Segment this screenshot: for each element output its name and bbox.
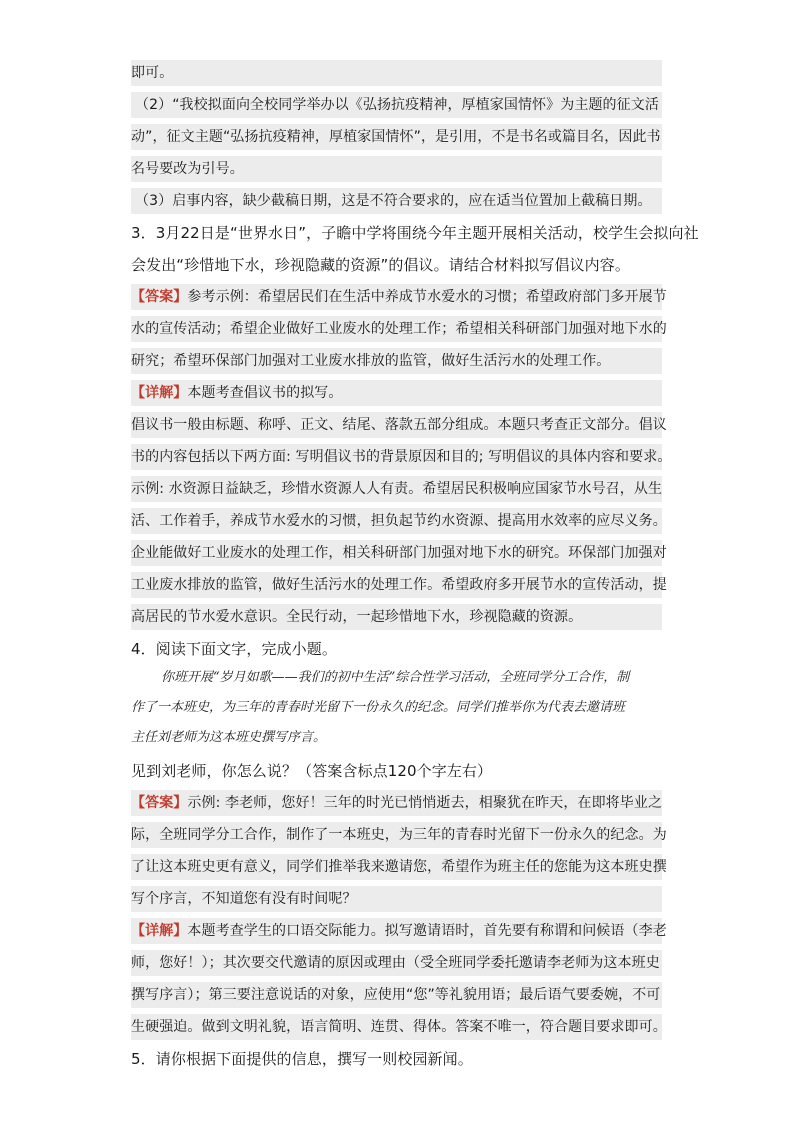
answer-text: 参考示例：希望居民们在生活中养成节水爱水的习惯；希望政府部门多开展节 [187,289,667,305]
page-content [131,60,699,1078]
detail-text: 本题考查学生的口语交际能力。拟写邀请语时，首先要有称谓和问候语（李老 [187,923,667,939]
detail-3-line: 书的内容包括以下两方面: 写明倡议书的背景原因和目的; 写明倡议的具体内容和要求。 [131,444,662,470]
detail-4-line: 撰写序言）；第三要注意说话的对象，应使用“您”等礼貌用语；最后语气要委婉，不可 [131,982,662,1008]
detail-3-line: 企业能做好工业废水的处理工作，相关科研部门加强对地下水的研究。环保部门加强对 [131,540,662,566]
detail-3-line: 高居民的节水爱水意识。全民行动，一起珍惜地下水，珍视隐藏的资源。 [131,604,662,630]
answer-4-line: 写个序言，不知道您有没有时间呢？ [131,886,662,912]
answer-line: 动”，征文主题“弘扬抗疫精神，厚植家国情怀”，是引用，不是书名或篇目名，因此书 [131,124,662,150]
passage-line: 主任刘老师为这本班史撰写序言。 [131,730,327,745]
passage-line: 你班开展“岁月如歌——我们的初中生活”综合性学习活动，全班同学分工合作，制 [161,670,630,685]
question-3-line: 3．3月22日是“世界水日”，子瞻中学将围绕今年主题开展相关活动，校学生会拟向社 [131,224,699,242]
detail-tag: 【详解】 [131,923,188,939]
reading-passage [131,668,662,748]
detail-3-line: 示例: 水资源日益缺乏，珍惜水资源人人有责。希望居民积极响应国家节水号召，从生 [131,476,662,502]
question-4-prompt: 见到刘老师，你怎么说？（答案含标点120个字左右） [131,762,493,780]
answer-4-line: 了让这本班史更有意义，同学们推举我来邀请您，希望作为班主任的您能为这本班史撰 [131,854,662,880]
answer-4-line: 际，全班同学分工合作，制作了一本班史，为三年的青春时光留下一份永久的纪念。为 [131,822,662,848]
detail-4-line: 师，您好！）；其次要交代邀请的原因或理由（受全班同学委托邀请李老师为这本班史 [131,950,662,976]
answer-4-line [131,790,662,816]
question-5-line: 5．请你根据下面提供的信息，撰写一则校园新闻。 [131,1050,473,1068]
question-4-line: 4．阅读下面文字，完成小题。 [131,640,337,658]
answer-tag: 【答案】 [131,289,188,305]
question-3-line: 会发出“珍惜地下水，珍视隐藏的资源”的倡议。请结合材料拟写倡议内容。 [131,256,630,274]
answer-3-line: 研究；希望环保部门加强对工业废水排放的监管，做好生活污水的处理工作。 [131,348,662,374]
detail-tag: 【详解】 [131,385,188,401]
answer-line: 即可。 [131,60,662,86]
detail-3-line: 工业废水排放的监管，做好生活污水的处理工作。希望政府多开展节水的宣传活动，提 [131,572,662,598]
passage-line: 作了一本班史，为三年的青春时光留下一份永久的纪念。同学们推举你为代表去邀请班 [131,700,626,715]
detail-3-line: 活、工作着手，养成节水爱水的习惯，担负起节约水资源、提高用水效率的应尽义务。 [131,508,662,534]
detail-3-line: 倡议书一般由标题、称呼、正文、结尾、落款五部分组成。本题只考查正文部分。倡议 [131,412,662,438]
answer-3-line: 水的宣传活动；希望企业做好工业废水的处理工作；希望相关科研部门加强对地下水的 [131,316,662,342]
answer-3-line [131,284,667,310]
answer-line: （2）“我校拟面向全校同学举办以《弘扬抗疫精神，厚植家国情怀》为主题的征文活 [131,92,662,118]
answer-line: （3）启事内容，缺少截稿日期，这是不符合要求的，应在适当位置加上截稿日期。 [131,188,662,214]
detail-3-line [131,380,662,406]
detail-text: 本题考查倡议书的拟写。 [187,385,343,401]
answer-text: 示例: 李老师，您好！三年的时光已悄悄逝去，相聚犹在昨天，在即将毕业之 [187,795,663,811]
detail-4-line: 生硬强迫。做到文明礼貌，语言简明、连贯、得体。答案不唯一，符合题目要求即可。 [131,1014,662,1040]
answer-tag: 【答案】 [131,795,188,811]
answer-line: 名号要改为引号。 [131,156,662,182]
detail-4-line [131,918,667,944]
